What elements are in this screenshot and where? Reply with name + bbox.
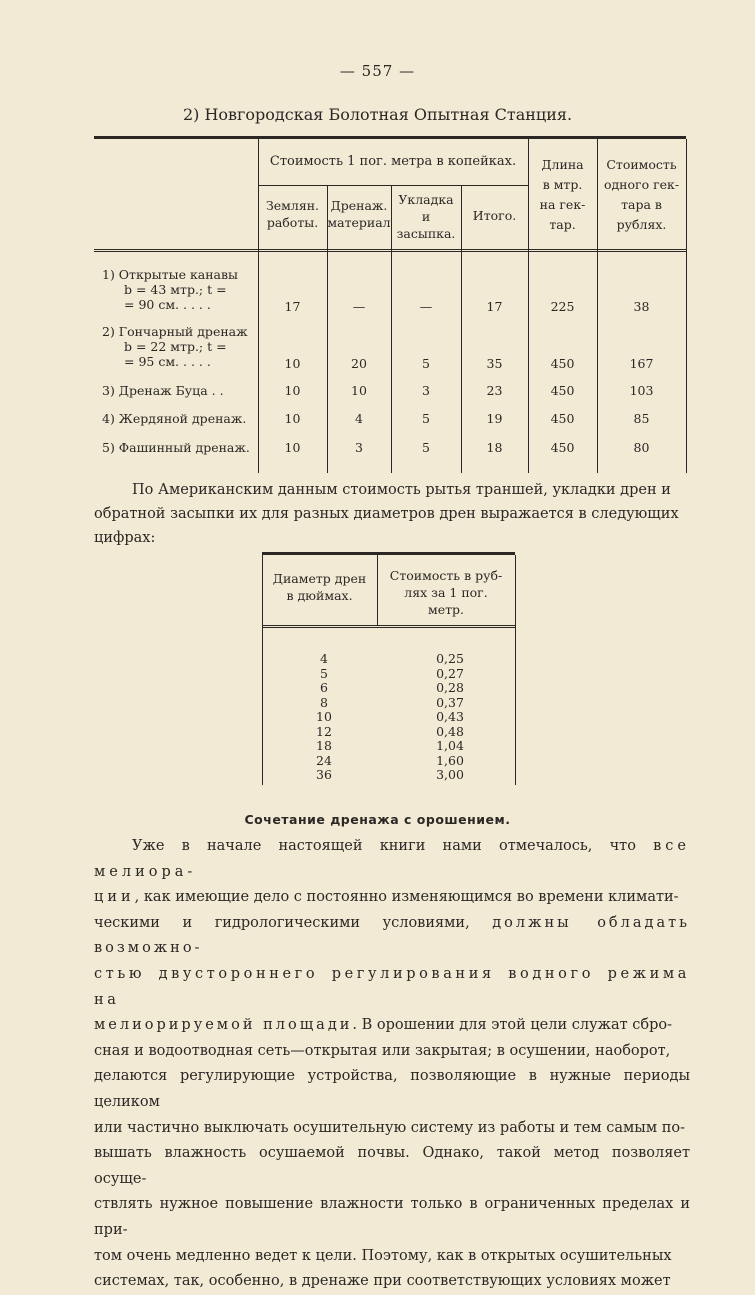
cell-total: 35 <box>486 356 503 371</box>
table-rule <box>258 185 528 186</box>
american-cost-table <box>262 552 515 785</box>
cell-cost: 38 <box>633 299 650 314</box>
section-title: 2) Новгородская Болотная Опытная Станция. <box>182 105 573 124</box>
diameter-value: 8 <box>320 694 328 710</box>
cell-laying: 5 <box>422 356 430 371</box>
cell-material: 20 <box>351 356 367 371</box>
diameter-value: 4 <box>320 651 328 666</box>
cell-cost: 80 <box>633 440 650 455</box>
header-diameter: Диаметр дрен в дюймах. <box>272 571 367 603</box>
header-earthworks: Землян. работы. <box>265 198 320 230</box>
cell-laying: 5 <box>422 411 430 426</box>
header-cost-per-hectare: Стоимость одного гек- тара в рублях. <box>603 157 680 232</box>
row-label: 3) Дренаж Буца . . <box>102 383 224 398</box>
header-total: Итого. <box>472 208 517 223</box>
cost-value: 0,27 <box>436 665 464 681</box>
diameter-value: 18 <box>316 738 332 753</box>
header-double-rule <box>262 625 515 628</box>
header-length: Длина в мтр. на гек- тар. <box>539 157 586 232</box>
diameter-column <box>262 652 386 783</box>
cost-value: 0,25 <box>436 651 464 666</box>
cell-earthworks: 10 <box>284 356 301 371</box>
page-number: — 557 — <box>339 62 416 80</box>
drainage-cost-table <box>94 136 686 473</box>
paragraph-american-data: По Американским данным стоимость рытья траншей, укладки дрен и обратной засыпки их для разных диаметров дрен выражается в следующих цифрах: <box>94 482 679 546</box>
header-drain-material: Дренаж. материал <box>327 198 391 230</box>
cell-material: 10 <box>351 383 367 398</box>
diameter-value: 5 <box>320 665 328 681</box>
cell-length: 450 <box>550 383 575 398</box>
diameter-value: 36 <box>316 767 332 782</box>
paragraph-drainage-irrigation: Уже в начале настоящей книги нами отмечалось, что все мелиора- ции, как имеющие дело с постоянно изменяющимся во времени климати- ческими и гидрологическими условиями, должны обладать возможно- стью двустороннего регулирования водного режима на мелиорируемой площади. В орошении для этой цели служат сбро- сная и водоотводная сеть—открытая или закрытая; в осушении, наоборот, делаются регулирующие устройства, позволяющие в нужные периоды целиком или частично выключать осушительную систему из работы и тем самым по- вышать влажность осушаемой почвы. Однако, такой метод позволяет осуще- ствлять нужное повышение влажности только в ограниченных пределах и при- том очень медленно ведет к цели. Поэтому, как в открытых осушительных системах, так, особенно, в дренаже при соответствующих условиях может <box>94 838 691 1290</box>
table-rule <box>686 139 687 473</box>
header-cost: Стоимость в руб- лях за 1 пог. метр. <box>389 568 503 617</box>
header-double-rule <box>94 249 686 252</box>
cost-value: 1,60 <box>436 752 464 768</box>
diameter-value: 24 <box>316 752 332 768</box>
row-label: 2) Гончарный дренаж b = 22 мтр.; t = = 95 см. . . . . <box>102 324 248 369</box>
cell-length: 450 <box>550 356 575 371</box>
header-laying: Укладка и засыпка. <box>396 192 456 241</box>
cell-earthworks: 10 <box>284 411 301 426</box>
row-label: 4) Жердяной дренаж. <box>102 411 247 426</box>
cell-material: 4 <box>355 411 363 426</box>
cell-cost: 85 <box>633 411 650 426</box>
cost-value: 0,37 <box>436 694 464 710</box>
cost-column <box>412 652 488 783</box>
cell-length: 450 <box>550 440 575 455</box>
cell-earthworks: 17 <box>284 299 301 314</box>
cell-length: 225 <box>550 299 575 314</box>
cell-earthworks: 10 <box>284 440 301 455</box>
diameter-value: 10 <box>316 709 332 724</box>
cost-value: 1,04 <box>436 738 464 753</box>
cell-laying: — <box>419 299 433 314</box>
subheading: Сочетание дренажа с орошением. <box>244 812 511 827</box>
cell-total: 17 <box>486 299 503 314</box>
row-label: 5) Фашинный дренаж. <box>102 440 250 455</box>
cost-value: 0,43 <box>436 709 464 724</box>
diameter-value: 12 <box>316 723 332 739</box>
cell-laying: 3 <box>422 383 430 398</box>
cell-cost: 167 <box>629 356 654 371</box>
table-rule <box>461 185 462 473</box>
group-header: Стоимость 1 пог. метра в копейках. <box>269 154 517 169</box>
cell-cost: 103 <box>629 383 654 398</box>
cost-value: 0,28 <box>436 680 464 695</box>
cell-material: 3 <box>355 440 363 455</box>
cell-total: 18 <box>486 440 503 455</box>
cell-laying: 5 <box>422 440 430 455</box>
cell-earthworks: 10 <box>284 383 301 398</box>
diameter-value: 6 <box>320 680 328 695</box>
cell-total: 19 <box>486 411 503 426</box>
row-label: 1) Открытые канавы b = 43 мтр.; t = = 90 см. . . . . <box>102 267 238 312</box>
cost-value: 0,48 <box>436 723 464 739</box>
cell-length: 450 <box>550 411 575 426</box>
cost-value: 3,00 <box>436 767 464 782</box>
table-rule <box>515 555 516 785</box>
cell-total: 23 <box>486 383 503 398</box>
cell-material: — <box>352 299 366 314</box>
